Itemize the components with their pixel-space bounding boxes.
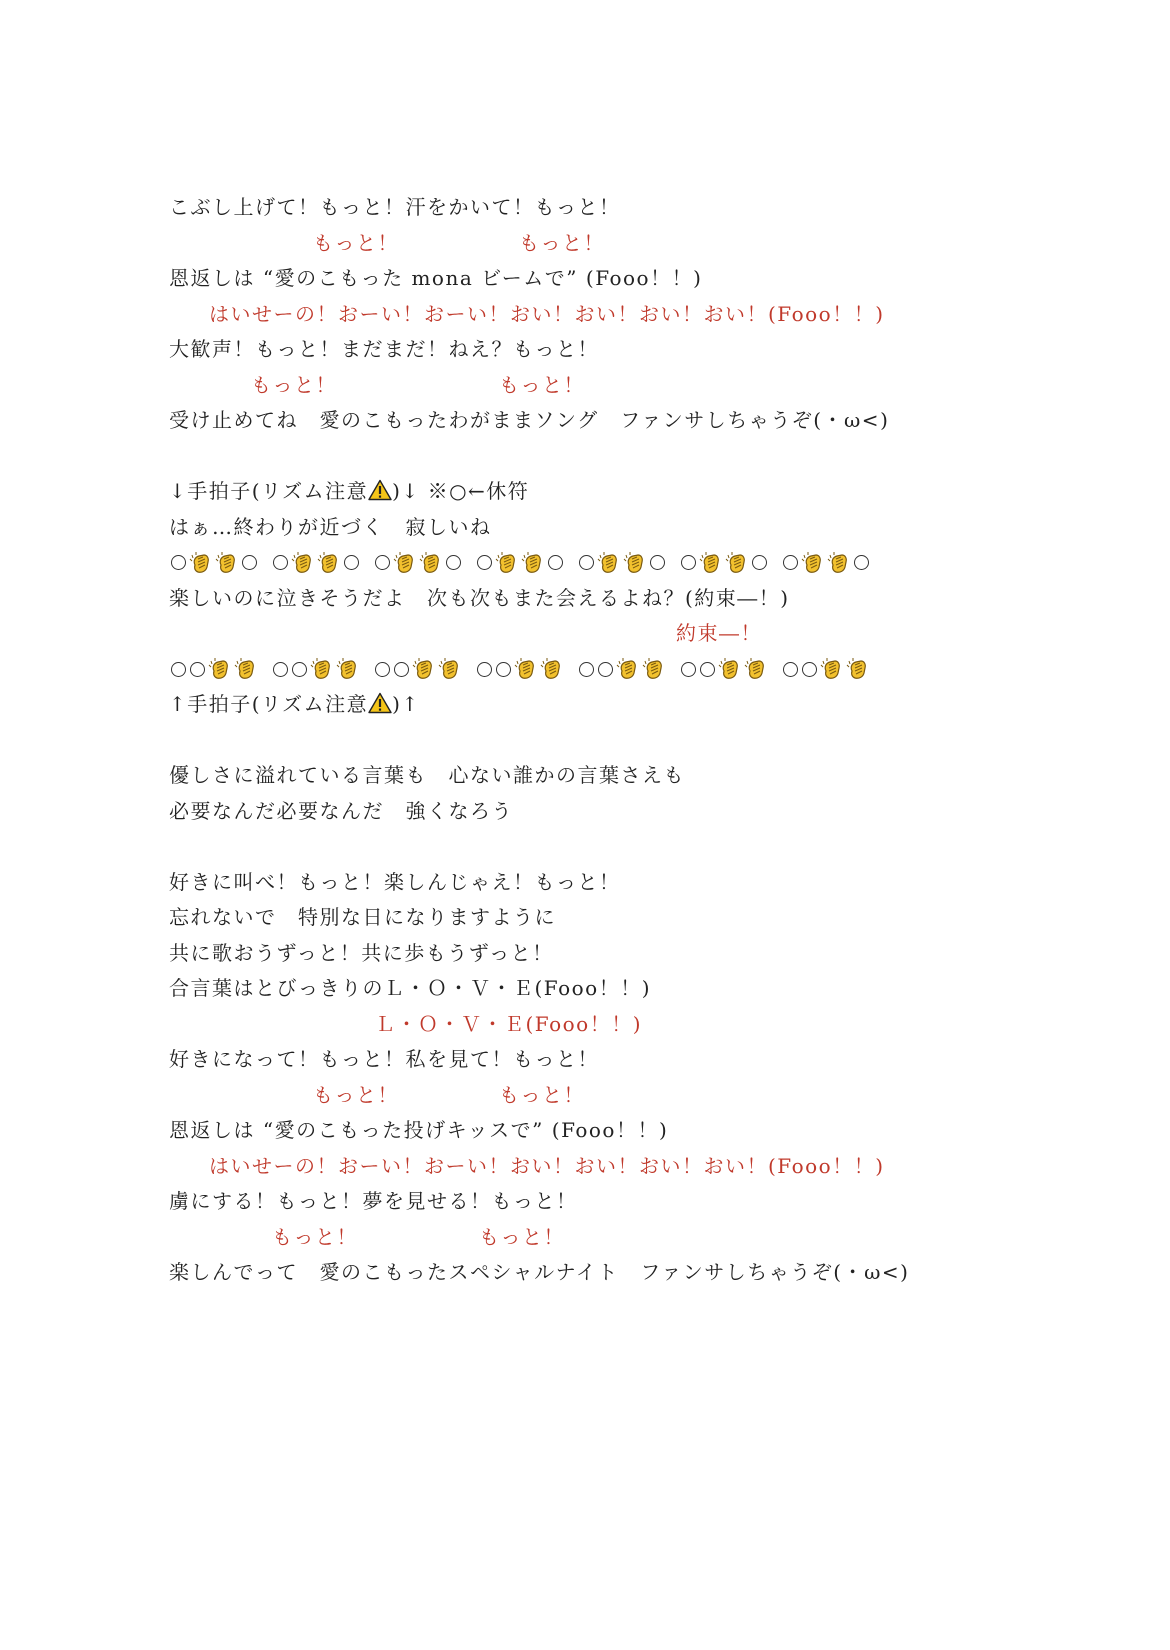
rest-circle-icon (273, 662, 288, 677)
call-haisenoo-2: はいせーの！おーい！おーい！おい！おい！おい！おい！(Fooo！！) (209, 1153, 885, 1178)
call-line-1 (169, 226, 1119, 262)
clapping-hands-icon (616, 657, 640, 681)
clap-group (577, 551, 667, 575)
call-line-3 (169, 368, 1119, 404)
clap-rhythm-row-1 (169, 545, 1119, 581)
lyric-line-1: こぶし上げて！もっと！汗をかいて！もっと！ (169, 195, 621, 219)
clapping-hands-icon (419, 551, 443, 575)
lyric-line-11: 好きに叫べ！もっと！楽しんじゃえ！もっと！ (169, 869, 621, 894)
rest-circle-icon (783, 555, 798, 570)
clapping-hands-icon (744, 657, 768, 681)
clapping-hands-icon (495, 551, 519, 575)
call-line-14 (169, 1007, 1119, 1043)
lyric-line-18: 楽しんでって 愛のこもったスペシャルナイト ファンサしちゃうぞ(・ω<) (169, 1260, 910, 1284)
rest-circle-icon (477, 555, 492, 570)
lyric-line-17: 虜にする！もっと！夢を見せる！もっと！ (169, 1189, 578, 1213)
blank-line (169, 723, 1119, 759)
clap-end-note: )↑ (392, 692, 420, 716)
rest-circle-icon (273, 555, 288, 570)
call-line-2 (169, 297, 1119, 333)
rest-circle-icon (344, 555, 359, 570)
rest-circle-icon (681, 555, 696, 570)
call-motto-15b: もっと！ (499, 1082, 585, 1107)
rest-circle-icon (650, 555, 665, 570)
warning-icon (368, 692, 392, 714)
rest-circle-icon (496, 662, 511, 677)
lyric-line-16: 恩返しは “愛のこもった投げキッスで” (Fooo！！) (169, 1118, 669, 1142)
rest-circle-icon (446, 555, 461, 570)
clapping-hands-icon (623, 551, 647, 575)
clap-group (271, 551, 361, 575)
rest-circle-icon (375, 662, 390, 677)
lyric-line-10: 必要なんだ必要なんだ 強くなろう (169, 798, 513, 823)
call-motto-1a: もっと！ (313, 230, 399, 255)
call-line-17 (169, 1220, 1119, 1256)
clap-group (169, 657, 259, 681)
clapping-hands-icon (438, 657, 462, 681)
clap-start-text: ↓手拍子(リズム注意 (169, 479, 369, 503)
rest-circle-icon (700, 662, 715, 677)
clapping-hands-icon (725, 551, 749, 575)
rest-circle-icon (292, 662, 307, 677)
clap-group (781, 657, 871, 681)
lyric-line-6: はぁ…終わりが近づく 寂しいね (169, 514, 492, 539)
rest-circle-icon (783, 662, 798, 677)
lyric-line-15: 好きになって！もっと！私を見て！もっと！ (169, 1047, 599, 1071)
rest-circle-icon (171, 555, 186, 570)
call-line-7 (169, 616, 1119, 652)
clap-group (475, 551, 565, 575)
call-motto-15a: もっと！ (313, 1082, 399, 1107)
lyrics-sheet (169, 190, 1119, 1291)
clapping-hands-icon (310, 657, 334, 681)
rest-circle-icon (548, 555, 563, 570)
clap-section-end (169, 687, 1119, 723)
blank-line (169, 829, 1119, 865)
clapping-hands-icon (718, 657, 742, 681)
lyric-line-3: 大歓声！もっと！まだまだ！ねえ？もっと！ (169, 337, 599, 361)
call-line-15 (169, 1078, 1119, 1114)
clap-group (475, 657, 565, 681)
call-motto-3b: もっと！ (499, 372, 585, 397)
blank-line (169, 439, 1119, 475)
rest-circle-icon (598, 662, 613, 677)
clapping-hands-icon (215, 551, 239, 575)
clap-group (169, 551, 259, 575)
clapping-hands-icon (699, 551, 723, 575)
clapping-hands-icon (412, 657, 436, 681)
clapping-hands-icon (291, 551, 315, 575)
clapping-hands-icon (642, 657, 666, 681)
clapping-hands-icon (189, 551, 213, 575)
clapping-hands-icon (521, 551, 545, 575)
clapping-hands-icon (801, 551, 825, 575)
rest-circle-icon (375, 555, 390, 570)
rest-circle-icon (171, 662, 186, 677)
clapping-hands-icon (597, 551, 621, 575)
rest-circle-icon (802, 662, 817, 677)
clap-group (577, 657, 667, 681)
clapping-hands-icon (393, 551, 417, 575)
clap-section-start (169, 474, 1119, 510)
lyric-line-4: 受け止めてね 愛のこもったわがままソング ファンサしちゃうぞ(・ω<) (169, 408, 890, 432)
call-love: Ｌ・Ｏ・Ｖ・Ｅ(Fooo！！) (375, 1011, 643, 1036)
clapping-hands-icon (846, 657, 870, 681)
call-motto-17b: もっと！ (479, 1224, 565, 1249)
call-motto-17a: もっと！ (272, 1224, 358, 1249)
clap-end-text: ↑手拍子(リズム注意 (169, 692, 369, 716)
rest-circle-icon (681, 662, 696, 677)
call-motto-3a: もっと！ (251, 372, 337, 397)
warning-icon (368, 479, 392, 501)
lyric-line-7: 楽しいのに泣きそうだよ 次も次もまた会えるよね？(約束―！) (169, 585, 790, 610)
clapping-hands-icon (336, 657, 360, 681)
clap-group (373, 551, 463, 575)
clap-group (679, 657, 769, 681)
rest-circle-icon (579, 555, 594, 570)
rest-circle-icon (579, 662, 594, 677)
clap-group (679, 551, 769, 575)
clapping-hands-icon (317, 551, 341, 575)
clap-start-note: )↓ ※○←休符 (392, 479, 530, 503)
call-haisenoo-1: はいせーの！おーい！おーい！おい！おい！おい！おい！(Fooo！！) (209, 301, 885, 326)
clap-group (781, 551, 871, 575)
clap-group (271, 657, 361, 681)
clapping-hands-icon (208, 657, 232, 681)
call-yakusoku: 約束―！ (676, 621, 762, 645)
rest-circle-icon (752, 555, 767, 570)
lyric-line-12: 忘れないで 特別な日になりますように (169, 905, 556, 929)
lyric-line-14: 合言葉はとびっきりのＬ・Ｏ・Ｖ・Ｅ(Fooo！！) (169, 976, 652, 1000)
clapping-hands-icon (234, 657, 258, 681)
clapping-hands-icon (540, 657, 564, 681)
rest-circle-icon (394, 662, 409, 677)
rest-circle-icon (190, 662, 205, 677)
clap-rhythm-row-2 (169, 652, 1119, 688)
call-line-16 (169, 1149, 1119, 1185)
clapping-hands-icon (820, 657, 844, 681)
clapping-hands-icon (514, 657, 538, 681)
clap-group (373, 657, 463, 681)
rest-circle-icon (477, 662, 492, 677)
lyric-line-9: 優しさに溢れている言葉も 心ない誰かの言葉さえも (169, 763, 685, 787)
rest-circle-icon (242, 555, 257, 570)
clapping-hands-icon (827, 551, 851, 575)
lyric-line-2: 恩返しは “愛のこもった mona ビームで” (Fooo！！) (169, 266, 703, 290)
rest-circle-icon (854, 555, 869, 570)
call-motto-1b: もっと！ (519, 230, 605, 255)
lyric-line-13: 共に歌おうずっと！共に歩もうずっと！ (169, 940, 554, 965)
